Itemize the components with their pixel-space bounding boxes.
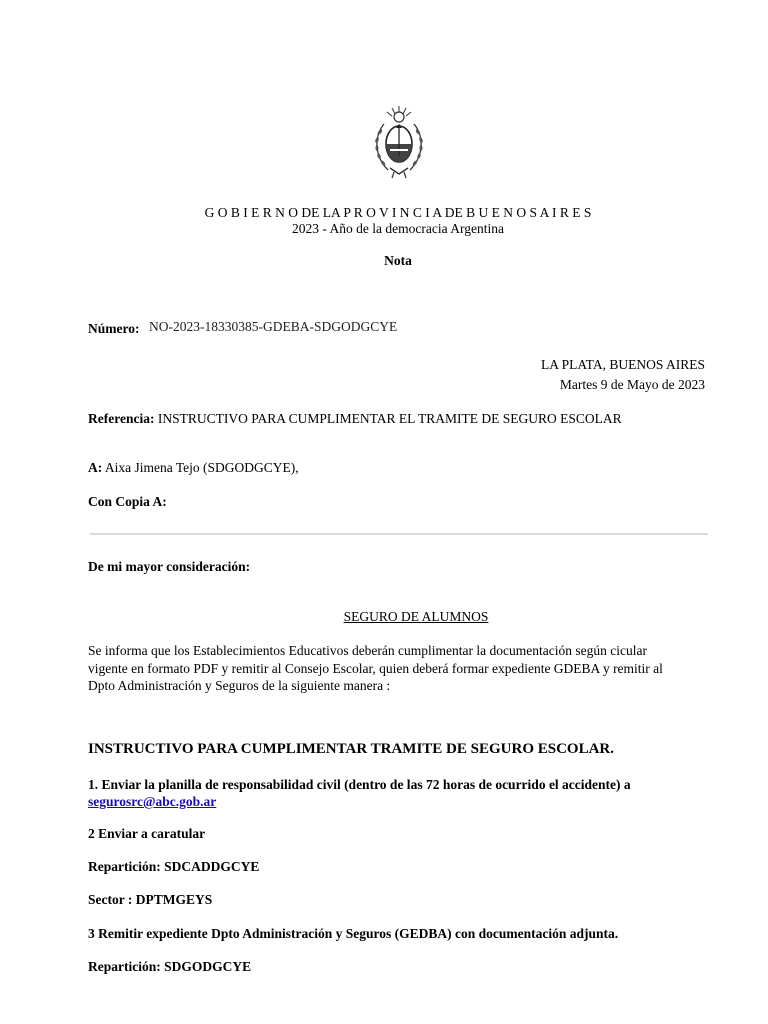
step-1: [88, 776, 631, 810]
paragraph-line: vigente en formato PDF y remitir al Consejo Escolar, quien deberá formar expediente GDEBA y remitir al: [88, 660, 663, 676]
date-line: Martes 9 de Mayo de 2023: [559, 377, 705, 392]
body-paragraph: [88, 642, 748, 695]
divider: [90, 533, 708, 535]
step-1-text: 1. Enviar la planilla de responsabilidad civil (dentro de las 72 horas de ocurrido el accidente) a: [88, 777, 631, 792]
paragraph-line: Se informa que los Establecimientos Educativos deberán cumplimentar la documentación según cicular: [88, 643, 647, 658]
city-line: LA PLATA, BUENOS AIRES: [541, 357, 705, 372]
recipient-label: A:: [88, 460, 103, 475]
subject-heading: SEGURO DE ALUMNOS: [343, 609, 489, 624]
step-3: 3 Remitir expediente Dpto Administración y Seguros (GEDBA) con documentación adjunta.: [88, 926, 619, 941]
reference-line: [88, 411, 622, 427]
document-type: Nota: [384, 253, 412, 268]
sector-line: Sector : DPTMGEYS: [88, 892, 213, 907]
recipient-line: [88, 460, 299, 476]
email-link[interactable]: segurosrc@abc.gob.ar: [88, 794, 217, 809]
greeting: De mi mayor consideración:: [88, 559, 251, 574]
year-motto: 2023 - Año de la democracia Argentina: [292, 221, 504, 236]
reference-value: INSTRUCTIVO PARA CUMPLIMENTAR EL TRAMITE DE SEGURO ESCOLAR: [157, 411, 622, 426]
reparticion-2: Repartición: SDGODGCYE: [88, 959, 252, 974]
reference-label: Referencia:: [88, 411, 155, 426]
coat-of-arms-seal-icon: [370, 104, 428, 180]
government-title: G O B I E R N O DE LA P R O V I N C I A DE B U E N O S A I R E S: [204, 205, 592, 220]
reparticion-1: Repartición: SDCADDGCYE: [88, 859, 260, 874]
numero-label: Número:: [88, 321, 140, 336]
recipient-value: Aixa Jimena Tejo (SDGODGCYE),: [104, 460, 299, 475]
paragraph-line: Dpto Administración y Seguros de la siguiente manera :: [88, 678, 391, 693]
copy-to-label: Con Copia A:: [88, 494, 167, 509]
instructions-heading: INSTRUCTIVO PARA CUMPLIMENTAR TRAMITE DE SEGURO ESCOLAR.: [88, 741, 615, 757]
numero-value: NO-2023-18330385-GDEBA-SDGODGCYE: [149, 319, 398, 334]
step-2: 2 Enviar a caratular: [88, 826, 206, 841]
